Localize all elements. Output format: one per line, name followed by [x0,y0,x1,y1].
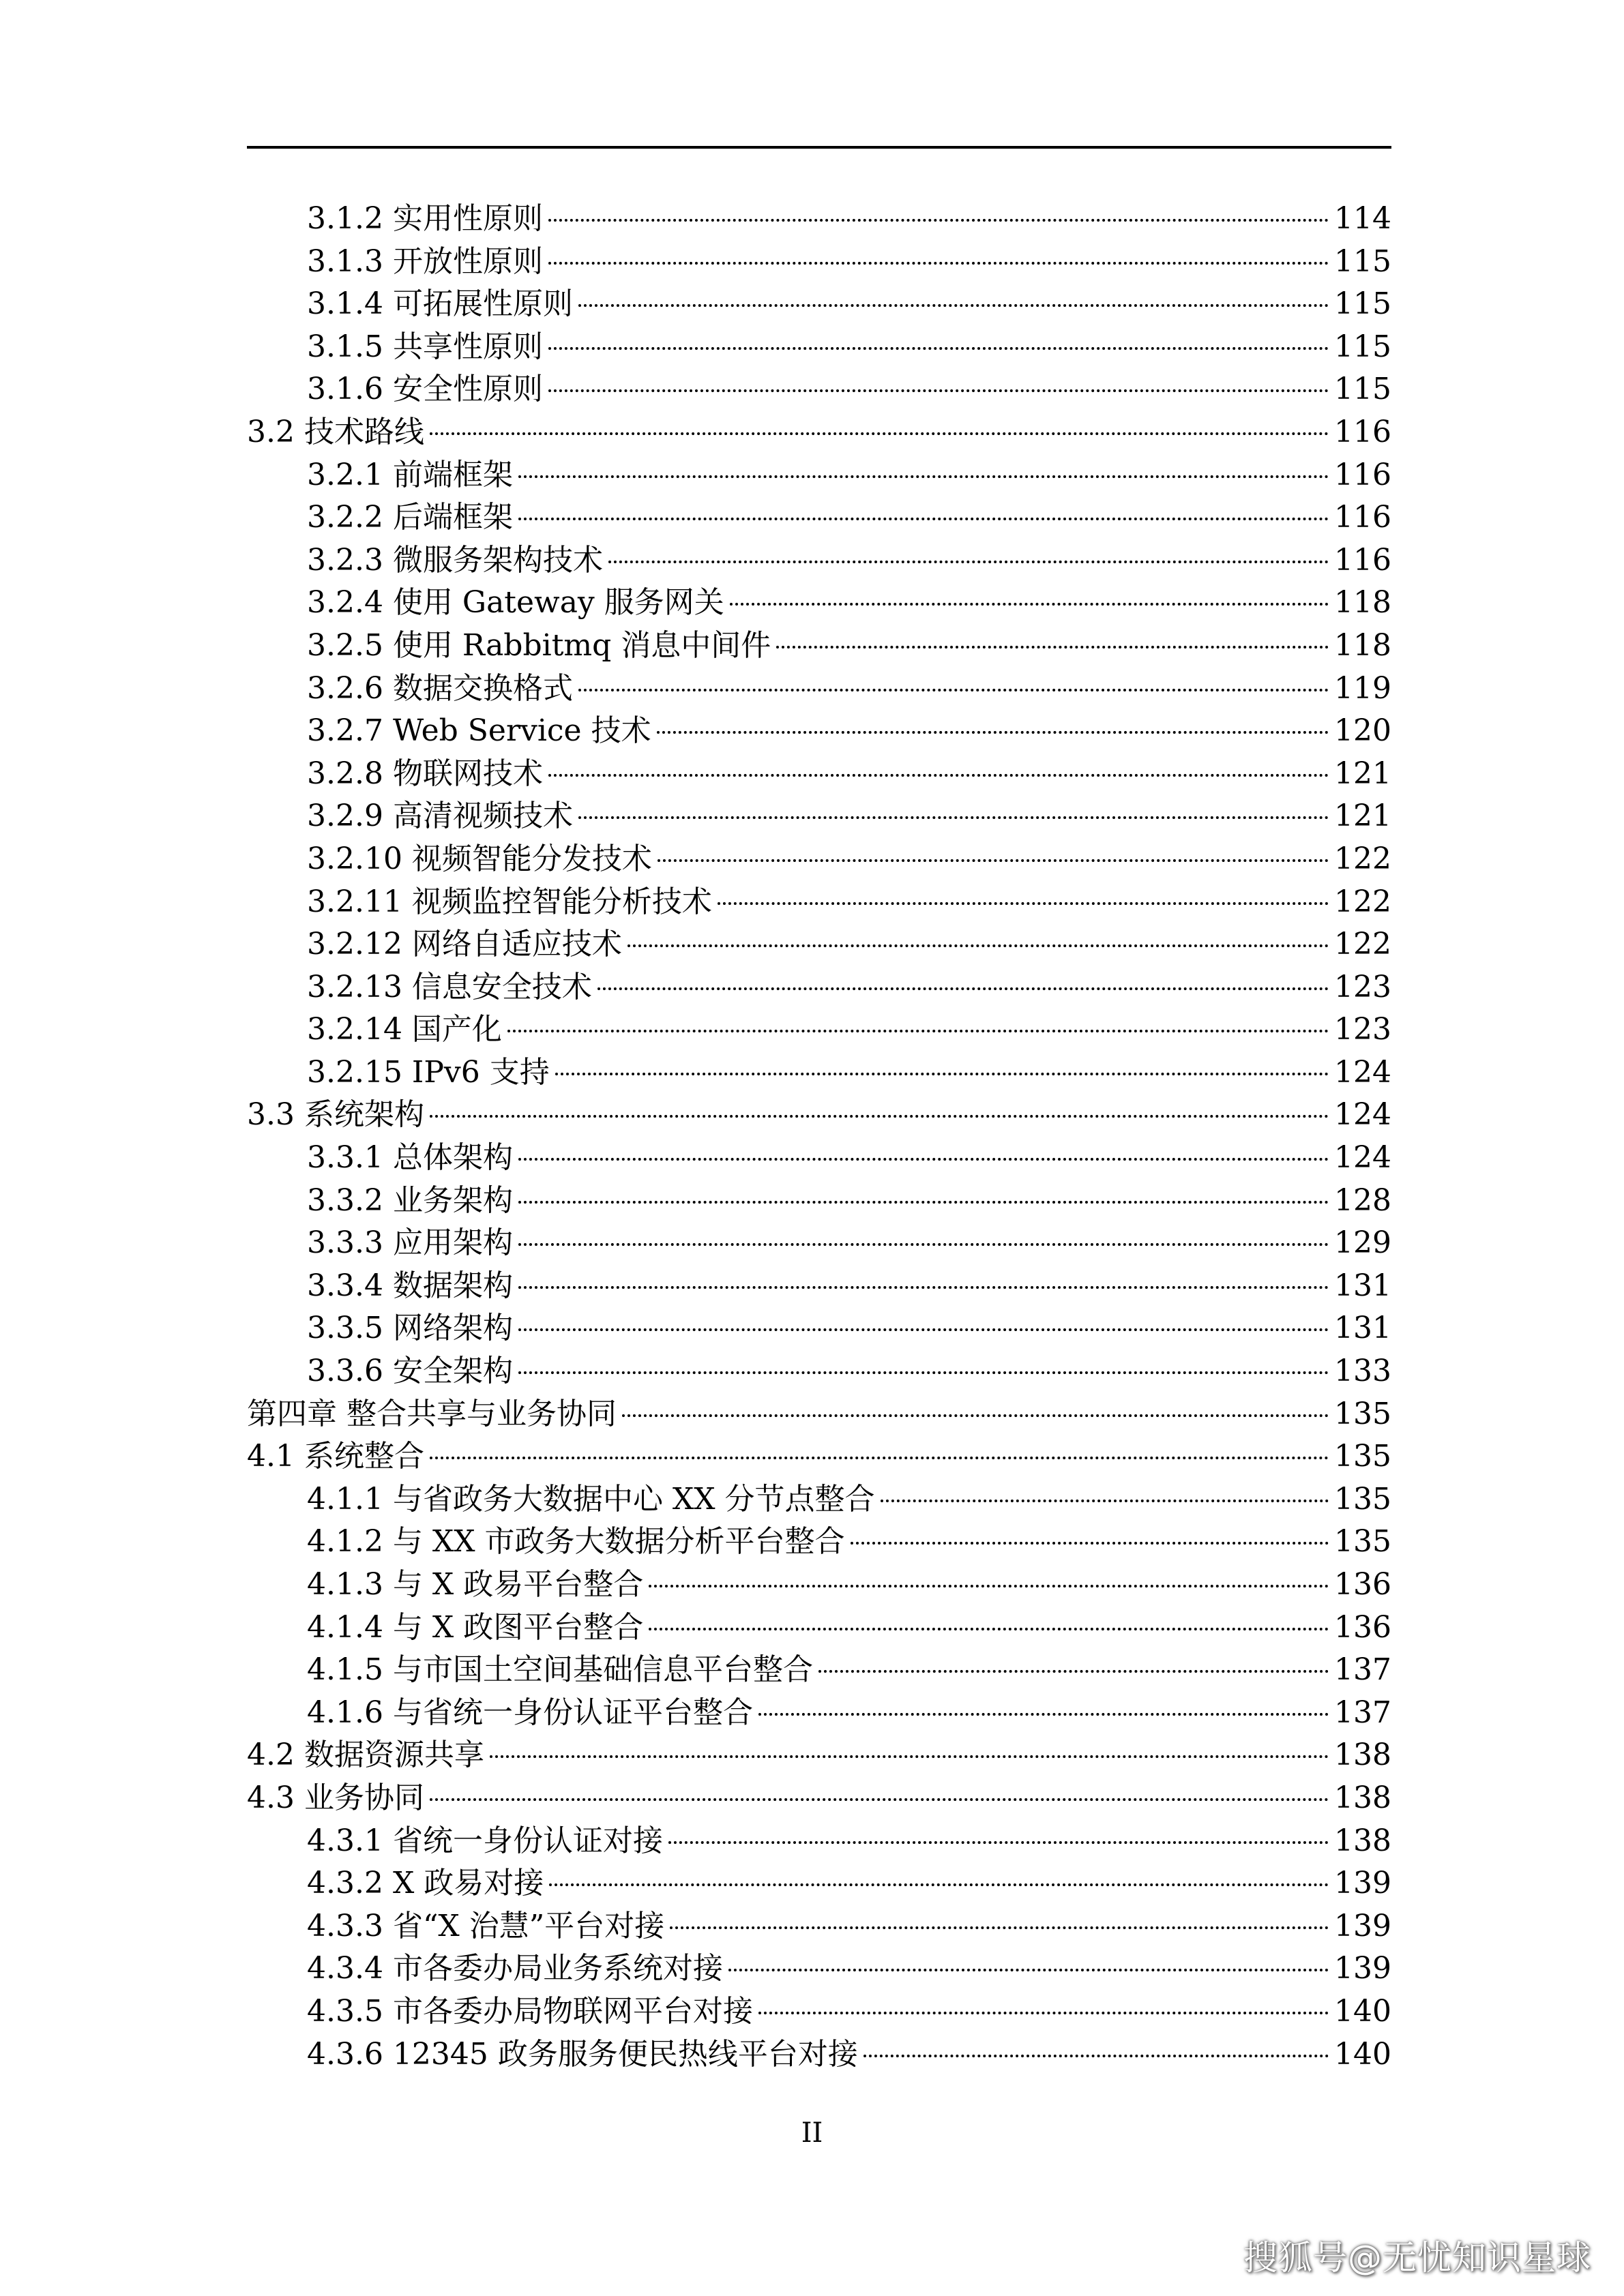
toc-entry-title: 3.3.6 安全架构 [307,1354,513,1389]
toc-entry-title: 4.2 数据资源共享 [247,1738,484,1773]
toc-dot-leader [881,1500,1329,1502]
toc-entry-page: 120 [1334,713,1391,749]
toc-entry[interactable] [247,1649,1391,1692]
toc-dot-leader [851,1542,1329,1545]
toc-entry-page: 140 [1334,2036,1391,2072]
toc-entry[interactable] [247,454,1391,497]
toc-dot-leader [758,2012,1329,2014]
page-number: II [801,2117,823,2149]
toc-entry-title: 3.3.2 业务架构 [307,1182,513,1218]
toc-dot-leader [430,1457,1329,1459]
toc-dot-leader [622,1414,1329,1417]
toc-entry[interactable] [247,710,1391,753]
toc-entry-page: 131 [1334,1268,1391,1303]
toc-entry[interactable] [247,411,1391,454]
toc-entry-page: 128 [1334,1182,1391,1218]
table-of-contents [247,198,1391,2076]
toc-entry-title: 3.3 系统架构 [247,1097,424,1133]
toc-entry-title: 3.2 技术路线 [247,414,424,449]
toc-entry-page: 115 [1334,372,1391,407]
toc-entry[interactable] [247,1905,1391,1948]
toc-entry[interactable] [247,1307,1391,1350]
toc-entry-page: 116 [1334,500,1391,535]
toc-entry[interactable] [247,198,1391,241]
toc-entry[interactable] [247,1564,1391,1607]
toc-dot-leader [668,1841,1329,1844]
toc-entry[interactable] [247,1265,1391,1308]
toc-entry-page: 136 [1334,1609,1391,1645]
toc-entry-title: 3.1.5 共享性原则 [307,329,543,364]
toc-entry-title: 3.2.1 前端框架 [307,457,513,492]
toc-entry-title: 3.2.4 使用 Gateway 服务网关 [307,585,724,621]
toc-entry[interactable] [247,881,1391,924]
toc-entry-page: 129 [1334,1225,1391,1261]
toc-dot-leader [818,1670,1329,1673]
toc-entry-title: 3.2.13 信息安全技术 [307,969,592,1004]
toc-entry-title: 4.1.2 与 XX 市政务大数据分析平台整合 [307,1524,845,1560]
toc-entry-page: 115 [1334,329,1391,364]
toc-entry-page: 116 [1334,542,1391,578]
toc-dot-leader [507,1030,1329,1032]
toc-entry-title: 3.2.6 数据交换格式 [307,670,573,706]
toc-entry-page: 122 [1334,841,1391,876]
toc-entry[interactable] [247,2033,1391,2076]
toc-dot-leader [548,389,1329,392]
header-rule [247,146,1391,149]
toc-entry-title: 4.1 系统整合 [247,1439,424,1474]
toc-entry-page: 121 [1334,756,1391,791]
toc-entry-title: 4.3.1 省统一身份认证对接 [307,1823,663,1858]
toc-entry[interactable] [247,1350,1391,1393]
toc-dot-leader [548,774,1329,777]
toc-dot-leader [548,347,1329,350]
toc-entry-page: 115 [1334,243,1391,279]
toc-dot-leader [658,859,1329,862]
toc-entry-page: 123 [1334,1012,1391,1047]
toc-dot-leader [758,1713,1329,1716]
toc-entry-page: 114 [1334,201,1391,236]
toc-entry[interactable] [247,1991,1391,2033]
toc-entry-title: 3.2.11 视频监控智能分析技术 [307,884,712,919]
toc-dot-leader [518,475,1329,478]
toc-dot-leader [518,1201,1329,1204]
toc-entry-title: 4.3.2 X 政易对接 [307,1866,544,1901]
toc-entry[interactable] [247,966,1391,1009]
toc-dot-leader [548,219,1329,222]
toc-entry-title: 第四章 整合共享与业务协同 [247,1396,617,1431]
toc-dot-leader [728,1969,1329,1971]
toc-entry[interactable] [247,923,1391,966]
toc-entry-page: 135 [1334,1481,1391,1517]
toc-entry-page: 135 [1334,1524,1391,1560]
toc-entry-title: 4.3.6 12345 政务服务便民热线平台对接 [307,2036,858,2072]
toc-dot-leader [490,1755,1329,1758]
toc-entry[interactable] [247,1692,1391,1735]
toc-dot-leader [518,1243,1329,1246]
toc-entry-title: 3.2.5 使用 Rabbitmq 消息中间件 [307,627,771,663]
toc-entry-title: 3.1.2 实用性原则 [307,201,543,236]
toc-entry-title: 4.1.5 与市国土空间基础信息平台整合 [307,1652,813,1688]
toc-dot-leader [628,944,1329,947]
toc-entry[interactable] [247,1777,1391,1820]
toc-entry[interactable] [247,368,1391,411]
toc-entry-title: 4.1.4 与 X 政图平台整合 [307,1609,644,1645]
toc-entry[interactable] [247,795,1391,838]
toc-dot-leader [578,689,1329,691]
toc-entry[interactable] [247,582,1391,625]
toc-entry-page: 138 [1334,1738,1391,1773]
toc-entry[interactable] [247,1948,1391,1991]
toc-entry-title: 4.1.1 与省政务大数据中心 XX 分节点整合 [307,1481,875,1517]
toc-entry-title: 4.3 业务协同 [247,1780,424,1815]
toc-entry-page: 124 [1334,1054,1391,1090]
toc-entry-page: 131 [1334,1311,1391,1346]
toc-dot-leader [518,518,1329,520]
toc-entry-title: 3.1.4 可拓展性原则 [307,286,573,322]
toc-entry-page: 137 [1334,1695,1391,1730]
toc-entry[interactable] [247,1435,1391,1478]
toc-entry-page: 115 [1334,286,1391,322]
toc-entry-page: 139 [1334,1908,1391,1943]
toc-entry-title: 3.3.1 总体架构 [307,1140,513,1176]
toc-entry-page: 140 [1334,1993,1391,2029]
toc-dot-leader [863,2055,1329,2057]
toc-entry-page: 124 [1334,1140,1391,1176]
toc-dot-leader [578,816,1329,819]
toc-entry-title: 3.1.3 开放性原则 [307,243,543,279]
toc-dot-leader [430,432,1329,435]
toc-entry[interactable] [247,1820,1391,1863]
toc-entry-page: 119 [1334,670,1391,706]
toc-entry[interactable] [247,1137,1391,1180]
toc-entry-page: 135 [1334,1396,1391,1431]
toc-entry-title: 4.3.4 市各委办局业务系统对接 [307,1951,723,1986]
toc-entry-title: 3.2.9 高清视频技术 [307,799,573,834]
toc-entry-page: 116 [1334,414,1391,449]
toc-entry[interactable] [247,753,1391,796]
toc-dot-leader [548,262,1329,265]
toc-entry-title: 4.1.6 与省统一身份认证平台整合 [307,1695,753,1730]
toc-dot-leader [730,603,1329,606]
toc-dot-leader [670,1926,1329,1929]
toc-entry[interactable] [247,283,1391,326]
toc-dot-leader [430,1115,1329,1118]
watermark: 搜狐号@无忧知识星球 [1243,2238,1591,2278]
toc-entry-page: 122 [1334,927,1391,962]
toc-dot-leader [608,561,1329,563]
toc-dot-leader [430,1798,1329,1801]
toc-entry-title: 3.3.3 应用架构 [307,1225,513,1261]
toc-dot-leader [578,304,1329,307]
toc-entry-title: 4.3.5 市各委办局物联网平台对接 [307,1993,753,2029]
toc-entry-title: 3.2.7 Web Service 技术 [307,713,651,749]
toc-dot-leader [549,1883,1329,1886]
toc-entry-title: 4.1.3 与 X 政易平台整合 [307,1567,644,1602]
toc-entry-title: 3.2.3 微服务架构技术 [307,542,603,578]
toc-entry-page: 116 [1334,457,1391,492]
toc-entry-page: 138 [1334,1780,1391,1815]
toc-entry-page: 118 [1334,585,1391,621]
toc-entry-page: 123 [1334,969,1391,1004]
toc-entry-title: 3.2.10 视频智能分发技术 [307,841,652,876]
toc-entry-page: 138 [1334,1823,1391,1858]
toc-dot-leader [776,646,1329,648]
toc-entry[interactable] [247,1094,1391,1137]
toc-entry-page: 133 [1334,1354,1391,1389]
toc-entry[interactable] [247,1180,1391,1223]
toc-entry-title: 3.2.14 国产化 [307,1012,502,1047]
toc-entry[interactable] [247,496,1391,539]
toc-entry[interactable] [247,1862,1391,1905]
toc-entry[interactable] [247,1734,1391,1777]
toc-dot-leader [718,902,1329,905]
toc-entry[interactable] [247,668,1391,711]
toc-entry[interactable] [247,1052,1391,1094]
toc-entry[interactable] [247,326,1391,369]
toc-entry-page: 139 [1334,1866,1391,1901]
toc-dot-leader [518,1286,1329,1289]
toc-entry-page: 121 [1334,799,1391,834]
toc-entry[interactable] [247,625,1391,668]
toc-dot-leader [597,987,1329,990]
toc-entry[interactable] [247,1009,1391,1052]
toc-entry-title: 3.3.5 网络架构 [307,1311,513,1346]
toc-entry[interactable] [247,1607,1391,1650]
toc-entry-title: 3.1.6 安全性原则 [307,372,543,407]
toc-dot-leader [518,1371,1329,1374]
toc-entry-page: 136 [1334,1567,1391,1602]
toc-entry-title: 3.2.12 网络自适应技术 [307,927,622,962]
toc-entry[interactable] [247,838,1391,881]
toc-entry-page: 122 [1334,884,1391,919]
toc-entry[interactable] [247,539,1391,582]
toc-entry[interactable] [247,241,1391,284]
toc-entry-page: 139 [1334,1951,1391,1986]
toc-entry[interactable] [247,1393,1391,1436]
toc-dot-leader [518,1328,1329,1331]
toc-dot-leader [649,1585,1329,1587]
toc-entry-title: 3.2.2 后端框架 [307,500,513,535]
toc-entry-title: 3.2.8 物联网技术 [307,756,543,791]
toc-entry[interactable] [247,1222,1391,1265]
toc-entry-title: 3.2.15 IPv6 支持 [307,1054,550,1090]
toc-entry[interactable] [247,1478,1391,1521]
toc-dot-leader [657,731,1329,734]
toc-entry-page: 137 [1334,1652,1391,1688]
toc-entry-page: 124 [1334,1097,1391,1133]
toc-entry-page: 135 [1334,1439,1391,1474]
toc-entry[interactable] [247,1521,1391,1564]
toc-entry-page: 118 [1334,627,1391,663]
toc-dot-leader [649,1628,1329,1630]
toc-entry-title: 3.3.4 数据架构 [307,1268,513,1303]
toc-dot-leader [555,1073,1329,1075]
toc-dot-leader [518,1158,1329,1161]
toc-entry-title: 4.3.3 省“X 治慧”平台对接 [307,1908,665,1943]
